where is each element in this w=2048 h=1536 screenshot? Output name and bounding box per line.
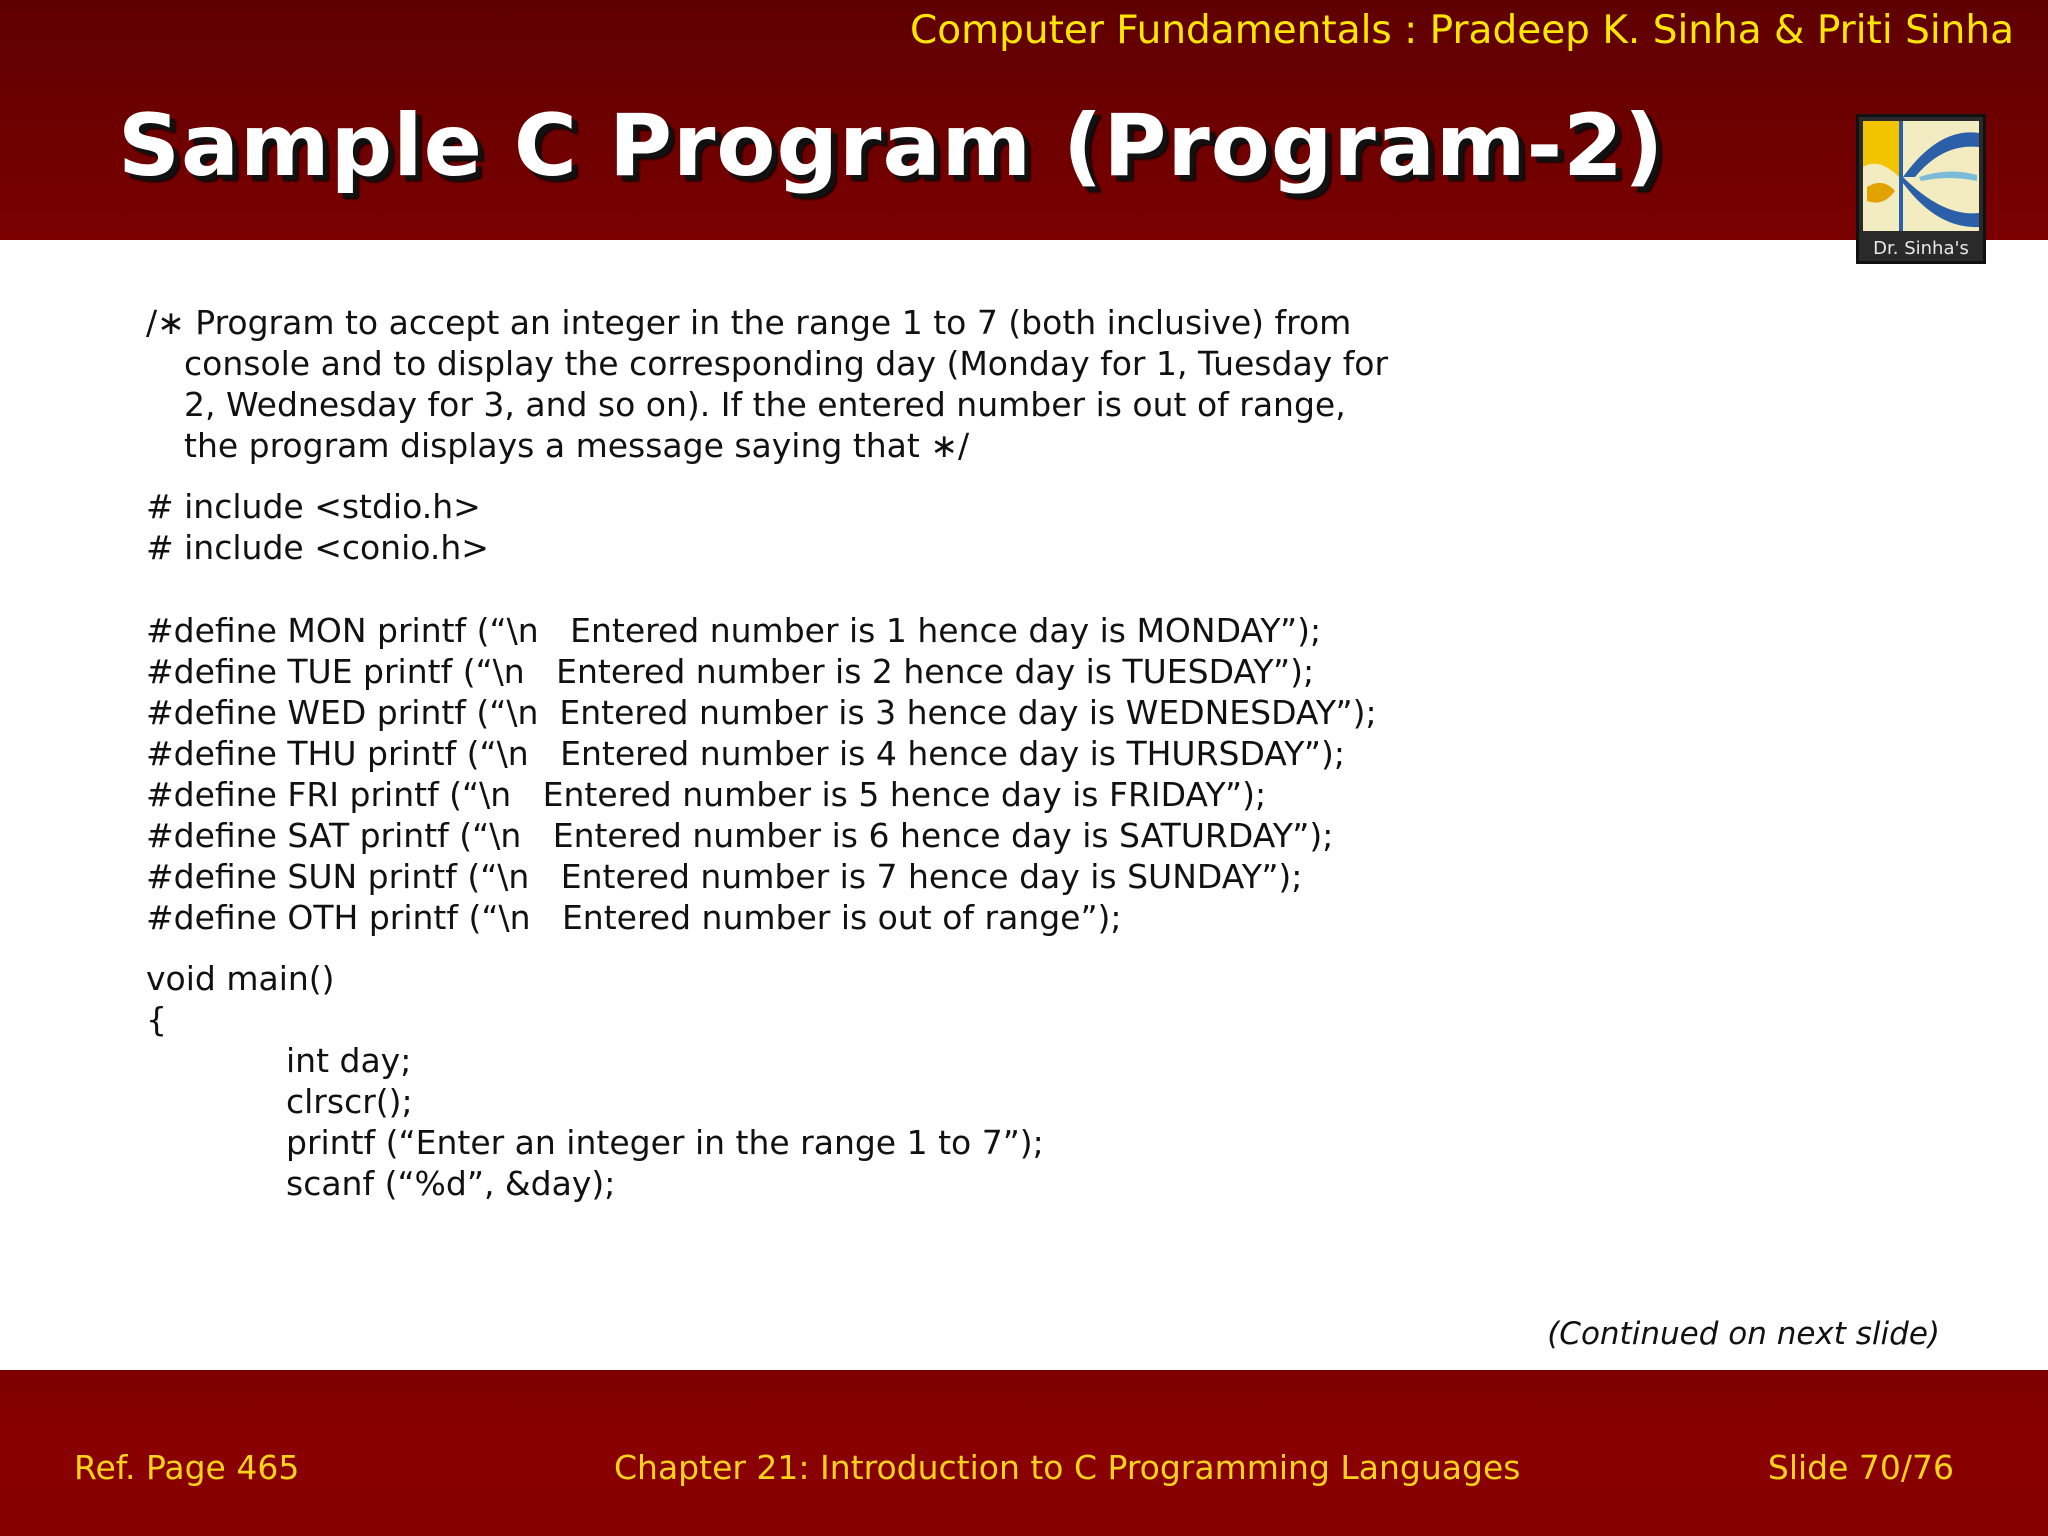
main-signature-line: void main(): [146, 959, 335, 998]
comment-line: the program displays a message saying that ∗/: [184, 426, 970, 465]
comment-line: 2, Wednesday for 3, and so on). If the entered number is out of range,: [184, 385, 1346, 424]
comment-line: console and to display the corresponding day (Monday for 1, Tuesday for: [184, 344, 1389, 383]
body-line: printf (“Enter an integer in the range 1 to 7”);: [286, 1123, 1044, 1162]
comment-line: /∗ Program to accept an integer in the range 1 to 7 (both inclusive) from: [146, 303, 1352, 342]
code-listing: [146, 302, 1388, 1204]
body-line: clrscr();: [286, 1082, 413, 1121]
define-line: #define WED printf (“\n Entered number is 3 hence day is WEDNESDAY”);: [146, 693, 1377, 732]
define-line: #define THU printf (“\n Entered number is 4 hence day is THURSDAY”);: [146, 734, 1345, 773]
logo-emblem-icon: [1859, 117, 1983, 235]
chapter-title: Chapter 21: Introduction to C Programming Languages: [614, 1448, 1521, 1487]
slide-number: Slide 70/76: [1767, 1448, 1954, 1487]
open-brace-line: {: [146, 1000, 167, 1039]
define-line: #define SAT printf (“\n Entered number is 6 hence day is SATURDAY”);: [146, 816, 1334, 855]
define-line: #define OTH printf (“\n Entered number is out of range”);: [146, 898, 1122, 937]
body-line: scanf (“%d”, &day);: [286, 1164, 616, 1203]
include-line: # include <conio.h>: [146, 528, 489, 567]
define-line: #define TUE printf (“\n Entered number is 2 hence day is TUESDAY”);: [146, 652, 1315, 691]
include-line: # include <stdio.h>: [146, 487, 481, 526]
slide-header: [0, 0, 2048, 240]
continued-note: (Continued on next slide): [1547, 1316, 1940, 1352]
book-title: Computer Fundamentals : Pradeep K. Sinha & Priti Sinha: [910, 8, 2014, 53]
define-line: #define MON printf (“\n Entered number is 1 hence day is MONDAY”);: [146, 611, 1322, 650]
ref-page: Ref. Page 465: [74, 1448, 300, 1487]
body-line: int day;: [286, 1041, 412, 1080]
logo-caption: Dr. Sinha's: [1873, 238, 1969, 259]
author-logo: [1856, 114, 1986, 264]
define-line: #define SUN printf (“\n Entered number is 7 hence day is SUNDAY”);: [146, 857, 1303, 896]
slide-title: Sample C Program (Program-2): [118, 96, 1665, 196]
define-line: #define FRI printf (“\n Entered number is 5 hence day is FRIDAY”);: [146, 775, 1267, 814]
slide-footer: [0, 1370, 2048, 1536]
